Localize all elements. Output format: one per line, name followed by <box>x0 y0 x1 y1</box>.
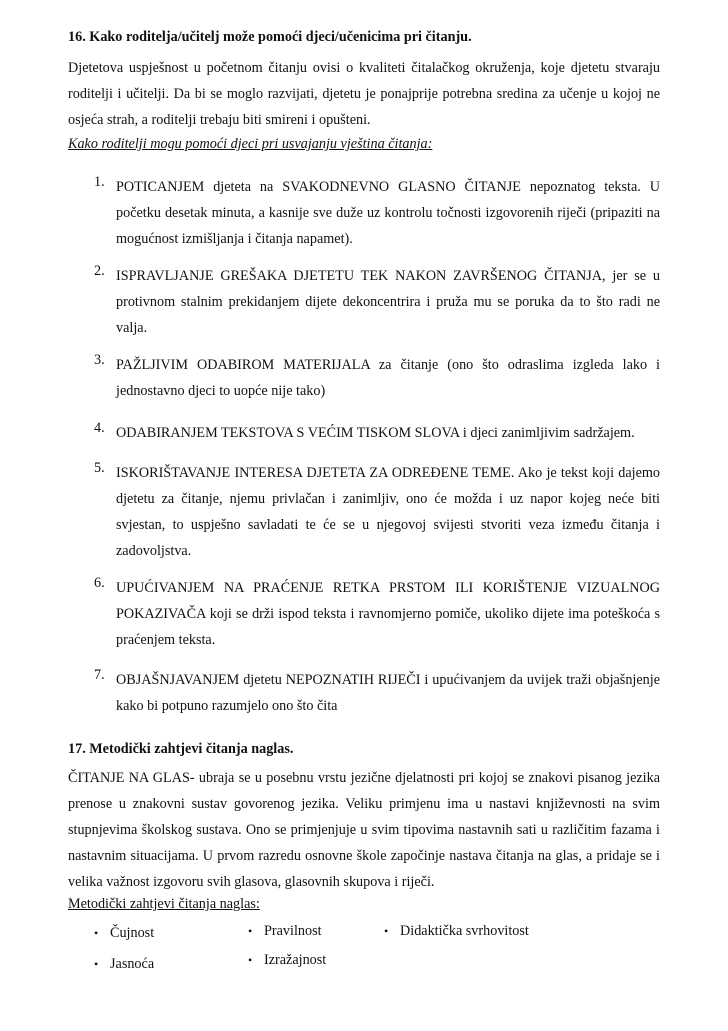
bullet-label: Izražajnost <box>264 952 327 968</box>
bullet-icon: • <box>384 924 389 938</box>
bullet-item-izrazajnost <box>248 952 326 969</box>
bullet-icon: • <box>248 953 253 967</box>
section-17-heading: 17. Metodički zahtjevi čitanja naglas. <box>68 741 294 757</box>
bullet-item-cujnost <box>94 925 154 942</box>
list-item-number: 3. <box>94 352 105 368</box>
list-item-text: POTICANJEM djeteta na SVAKODNEVNO GLASNO ČITANJE nepoznatog teksta. U početku desetak minuta, a kasnije sve duže uz kontrolu točnosti izgovorenih riječi (pripaziti na mogućnost izmišljanja i čitanja napamet). <box>116 179 660 247</box>
section-16-subheading: Kako roditelji mogu pomoći djeci pri usvajanju vještina čitanja: <box>68 136 433 152</box>
bullet-label: Pravilnost <box>264 923 322 939</box>
list-item-number: 6. <box>94 575 105 591</box>
list-item-number: 5. <box>94 460 105 476</box>
section-16-heading: 16. Kako roditelja/učitelj može pomoći djeci/učenicima pri čitanju. <box>68 29 472 45</box>
list-item-5 <box>94 460 660 564</box>
bullet-label: Čujnost <box>110 925 155 941</box>
bullet-item-didakticka-svrhovitost <box>384 923 529 940</box>
list-item-text: ODABIRANJEM TEKSTOVA S VEĆIM TISKOM SLOVA i djeci zanimljivim sadržajem. <box>116 425 635 441</box>
section-17-subheading: Metodički zahtjevi čitanja naglas: <box>68 896 260 912</box>
bullet-icon: • <box>94 957 99 971</box>
list-item-text: UPUĆIVANJEM NA PRAĆENJE RETKA PRSTOM ILI KORIŠTENJE VIZUALNOG POKAZIVAČA koji se drži ispod teksta i ravnomjerno pomiče, ukoliko dijete ima poteškoća s praćenjem teksta. <box>116 580 660 648</box>
section-17-intro: ČITANJE NA GLAS- ubraja se u posebnu vrstu jezične djelatnosti pri kojoj se znakovi pisanog jezika prenose u znakovni sustav govorenog jezika. Veliku primjenu ima u nastavi književnosti na svim stupnjevima školskog sustava. Ono se primjenjuje u svim tipovima nastavnih sati u različitim fazama i nastavnim situacijama. U prvom razredu osnovne škole započinje nastava čitanja na glas, a pridaje se i velika važnost izgovoru svih glasova, glasovnih skupova i riječi. <box>68 770 660 890</box>
bullet-icon: • <box>248 924 253 938</box>
bullet-label: Jasnoća <box>110 956 155 972</box>
list-item-number: 2. <box>94 263 105 279</box>
list-item-text: PAŽLJIVIM ODABIROM MATERIJALA za čitanje (ono što odraslima izgleda lako i jednostavno djeci to uopće nije tako) <box>116 357 660 399</box>
list-item-6 <box>94 575 660 653</box>
list-item-2 <box>94 263 660 341</box>
list-item-3 <box>94 352 660 404</box>
list-item-number: 4. <box>94 420 105 436</box>
list-item-number: 7. <box>94 667 105 683</box>
bullet-label: Didaktička svrhovitost <box>400 923 529 939</box>
bullet-item-jasnoca <box>94 956 154 973</box>
bullet-icon: • <box>94 926 99 940</box>
list-item-4 <box>94 420 660 446</box>
list-item-7 <box>94 667 660 719</box>
section-16-intro: Djetetova uspješnost u početnom čitanju ovisi o kvaliteti čitalačkog okruženja, koje djetetu stvaraju roditelji i učitelji. Da bi se moglo razvijati, djetetu je ponajprije potrebna sredina za učenje u kojoj ne osjeća strah, a roditelji trebaju biti smireni i opušteni. <box>68 60 660 128</box>
bullet-item-pravilnost <box>248 923 322 940</box>
list-item-number: 1. <box>94 174 105 190</box>
list-item-text: ISPRAVLJANJE GREŠAKA DJETETU TEK NAKON ZAVRŠENOG ČITANJA, jer se u protivnom stalnim prekidanjem dijete dekoncentrira i pruža mu se poruka da to što radi ne valja. <box>116 268 660 336</box>
list-item-text: OBJAŠNJAVANJEM djetetu NEPOZNATIH RIJEČI i upućivanjem da uvijek traži objašnjenje kako bi potpuno razumjelo ono što čita <box>116 672 660 714</box>
list-item-1 <box>94 174 660 252</box>
list-item-text: ISKORIŠTAVANJE INTERESA DJETETA ZA ODREĐENE TEME. Ako je tekst koji dajemo djetetu za čitanje, njemu privlačan i zanimljiv, ono će možda i uz napor kojeg neće biti svjestan, to uspješno savladati te će se u njegovoj svijesti stvoriti veza između čitanja i zadovoljstva. <box>116 465 660 559</box>
